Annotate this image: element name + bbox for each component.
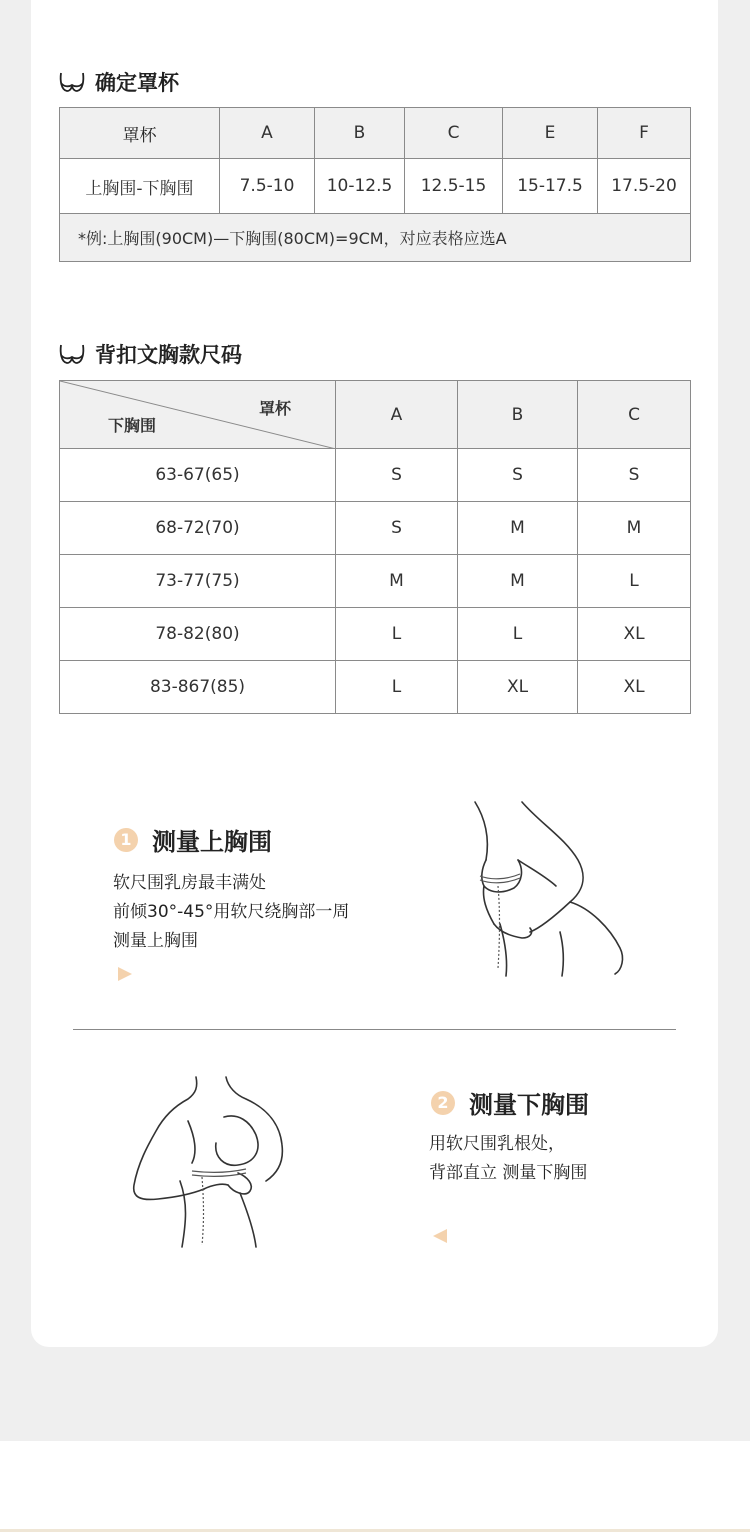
cup-note-row: [60, 214, 691, 262]
size-c: L: [578, 555, 691, 608]
size-row: [60, 449, 691, 502]
cup-note: *例:上胸围(90CM)—下胸围(80CM)=9CM，对应表格应选A: [60, 214, 691, 262]
cup-value-f: 17.5-20: [598, 159, 691, 214]
size-b: M: [458, 502, 578, 555]
cup-value-a: 7.5-10: [220, 159, 315, 214]
cup-value-c: 12.5-15: [405, 159, 503, 214]
cup-row-label: 上胸围-下胸围: [60, 159, 220, 214]
size-header-a: A: [336, 381, 458, 449]
cup-header-f: F: [598, 108, 691, 159]
cup-header-b: B: [315, 108, 405, 159]
size-header-b: B: [458, 381, 578, 449]
size-row: [60, 661, 691, 714]
band-cell: 63-67(65): [60, 449, 336, 502]
band-cell: 73-77(75): [60, 555, 336, 608]
size-c: XL: [578, 661, 691, 714]
cup-header-c: C: [405, 108, 503, 159]
cup-header-label: 罩杯: [60, 108, 220, 159]
size-a: L: [336, 608, 458, 661]
size-table: [59, 380, 691, 714]
step1-description: [113, 869, 349, 956]
size-a: L: [336, 661, 458, 714]
step1-line: 前倾30°-45°用软尺绕胸部一周: [113, 902, 350, 922]
cup-value-e: 15-17.5: [503, 159, 598, 214]
size-a: M: [336, 555, 458, 608]
step1-line: 软尺围乳房最丰满处: [113, 873, 266, 893]
step2-description: [429, 1130, 587, 1188]
size-a: S: [336, 449, 458, 502]
size-c: XL: [578, 608, 691, 661]
step2-number-badge: 2: [431, 1091, 455, 1115]
bra-icon: [58, 342, 86, 366]
size-row: [60, 502, 691, 555]
cup-section-title: [58, 67, 179, 97]
section-divider: [73, 1029, 676, 1030]
step2-line: 用软尺围乳根处，: [429, 1134, 565, 1154]
size-b: S: [458, 449, 578, 502]
size-b: L: [458, 608, 578, 661]
cup-table: [59, 107, 691, 262]
play-right-icon: [117, 966, 133, 982]
corner-band-label: 下胸围: [108, 416, 157, 435]
step2-line: 背部直立 测量下胸围: [429, 1163, 588, 1183]
step1-line: 测量上胸围: [113, 931, 198, 951]
size-c: S: [578, 449, 691, 502]
bra-icon: [58, 70, 86, 94]
size-corner-cell: [60, 381, 336, 449]
diagonal-line: [60, 381, 336, 449]
size-b: XL: [458, 661, 578, 714]
band-cell: 83-867(85): [60, 661, 336, 714]
band-cell: 68-72(70): [60, 502, 336, 555]
corner-cup-label: 罩杯: [258, 399, 291, 418]
footer-area: [0, 1441, 750, 1532]
cup-table-row: [60, 159, 691, 214]
cup-header-a: A: [220, 108, 315, 159]
size-b: M: [458, 555, 578, 608]
size-c: M: [578, 502, 691, 555]
size-table-header-row: [60, 381, 691, 449]
play-left-icon: [432, 1228, 448, 1244]
size-row: [60, 555, 691, 608]
cup-table-header-row: [60, 108, 691, 159]
size-header-c: C: [578, 381, 691, 449]
cup-header-e: E: [503, 108, 598, 159]
upper-bust-measuring-illustration: [460, 798, 640, 978]
cup-section-title-text: 确定罩杯: [95, 71, 179, 95]
under-bust-measuring-illustration: [128, 1073, 293, 1251]
cup-value-b: 10-12.5: [315, 159, 405, 214]
step1-number-badge: 1: [114, 828, 138, 852]
step1-title: 测量上胸围: [152, 828, 272, 856]
size-section-title-text: 背扣文胸款尺码: [95, 343, 242, 367]
band-cell: 78-82(80): [60, 608, 336, 661]
size-row: [60, 608, 691, 661]
size-a: S: [336, 502, 458, 555]
step2-title: 测量下胸围: [469, 1091, 589, 1119]
size-section-title: [58, 339, 242, 369]
